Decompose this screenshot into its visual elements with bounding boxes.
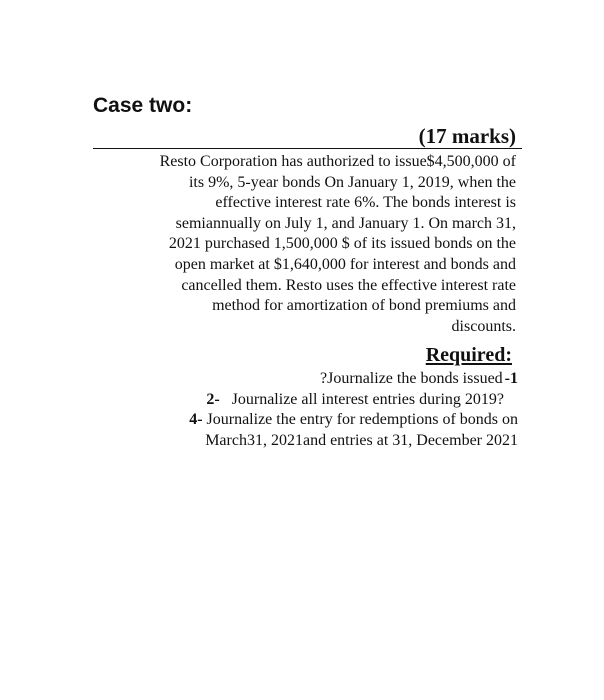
requirement-4-number: 4- [189,411,203,429]
paragraph-line: its 9%, 5-year bonds On January 1, 2019, when the [188,173,516,191]
paragraph-line: Resto Corporation has authorized to issue$4,500,000 of [159,153,516,170]
requirement-1-text: ?Journalize the bonds issued [320,370,503,387]
requirement-2-text: Journalize all interest entries during 2019? [231,390,504,408]
case-title: Case two: [93,94,193,117]
required-heading: Required: [425,344,512,366]
requirement-4 [98,410,518,431]
requirement-4-text: Journalize the entry for redemptions of bonds on [206,411,518,429]
paragraph-line: semiannually on July 1, and January 1. On march 31, [175,214,516,232]
requirement-2 [98,390,518,411]
paragraph-line: open market at $1,640,000 for interest and bonds and [174,255,516,273]
case-paragraph [96,152,516,337]
paragraph-line: discounts. [451,317,516,335]
paragraph-line: method for amortization of bond premiums and [212,297,516,315]
marks-label: (17 marks) [418,124,516,148]
requirement-2-number: 2- [206,390,220,408]
paragraph-line: effective interest rate 6%. The bonds interest is [215,194,516,212]
heading-rule [93,148,522,149]
paragraph-line: cancelled them. Resto uses the effective interest rate [181,276,516,294]
requirement-4-continued: March31, 2021and entries at 31, December 2021 [205,431,518,449]
requirement-1 [98,369,518,390]
requirement-1-number: -1 [504,370,518,387]
paragraph-line: 2021 purchased 1,500,000 $ of its issued bonds on the [168,235,516,253]
required-list [98,369,518,451]
